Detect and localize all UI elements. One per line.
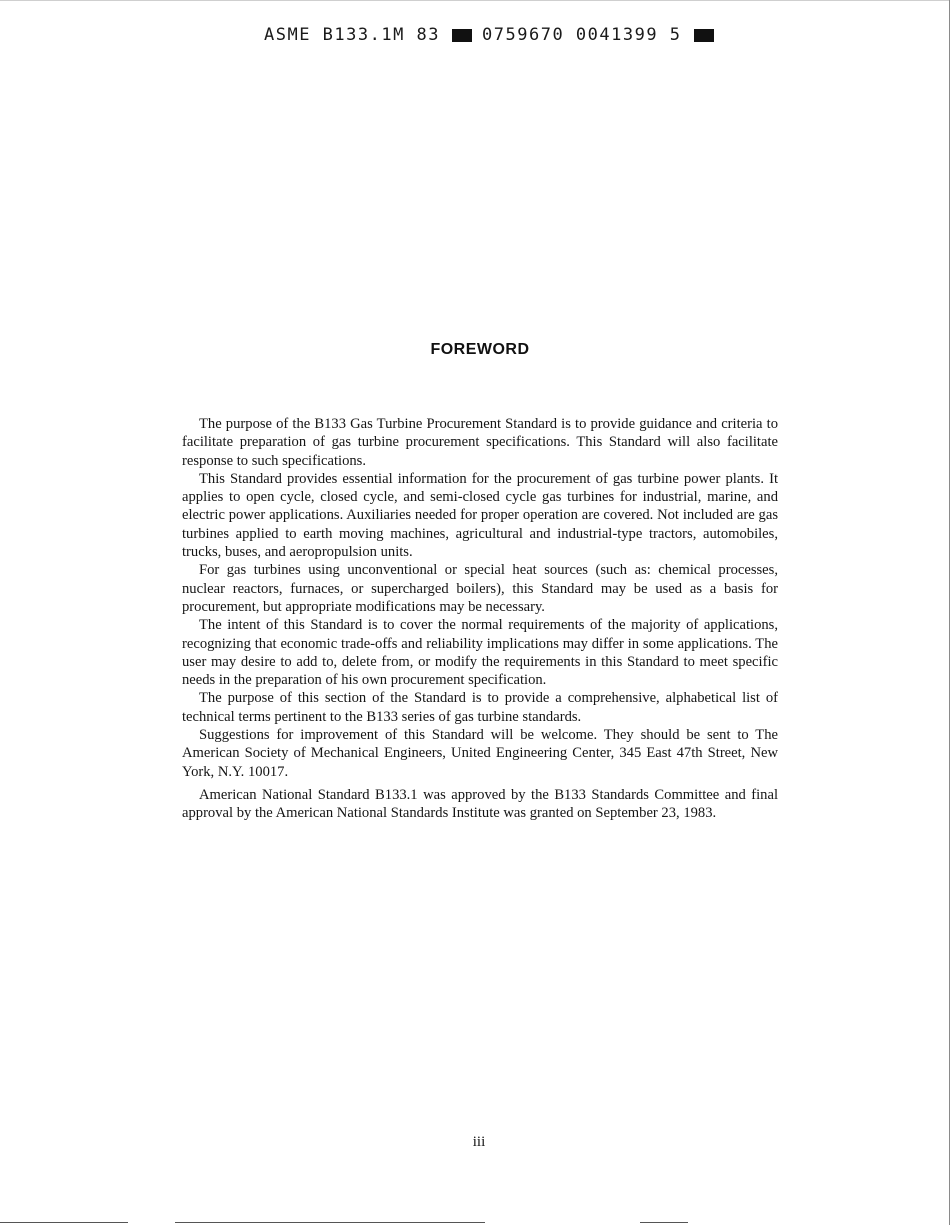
paragraph-section-purpose: The purpose of this section of the Standard is to provide a comprehensive, alphabetical list of technical terms pertinent to the B133 series of gas turbine standards. <box>182 690 778 725</box>
bottom-rule-segment <box>0 1222 128 1223</box>
bottom-rule-segment <box>640 1222 688 1223</box>
page-title: FOREWORD <box>430 341 530 358</box>
paragraph-purpose: The purpose of the B133 Gas Turbine Procurement Standard is to provide guidance and criteria to facilitate preparation of gas turbine procurement specifications. This Standard will also facilitate response to such specifications. <box>182 416 778 469</box>
paragraph-suggestions: Suggestions for improvement of this Standard will be welcome. They should be sent to The American Society of Mechanical Engineers, United Engineering Center, 345 East 47th Street, New York, N.Y. 10017. <box>182 727 778 780</box>
header-black-block <box>452 29 472 42</box>
bottom-rule-segment <box>175 1222 485 1223</box>
paragraph-approval: American National Standard B133.1 was approved by the B133 Standards Committee and final approval by the American National Standards Institute was granted on September 23, 1983. <box>182 786 778 822</box>
paragraph-scope: This Standard provides essential information for the procurement of gas turbine power plants. It applies to open cycle, closed cycle, and semi-closed cycle gas turbines for industrial, marine, and electric power applications. Auxiliaries needed for proper operation are covered. Not included are gas turbines applied to earth moving machines, agricultural and industrial-type tractors, automobiles, trucks, buses, and aeropropulsion units. <box>182 470 778 561</box>
header-black-block-end <box>694 29 714 42</box>
page-top-edge <box>0 0 950 1</box>
bottom-scan-rules <box>0 1219 950 1225</box>
paragraph-intent: The intent of this Standard is to cover the normal requirements of the majority of applications, recognizing that economic trade-offs and reliability implications may differ in some applications. The user may desire to add to, delete from, or modify the requirements in this Standard to meet specific needs in the preparation of his own procurement specification. <box>182 617 778 689</box>
header-code-designation: ASME B133.1M 83 <box>264 25 441 45</box>
document-header-code <box>264 24 714 46</box>
header-code-number: 0759670 0041399 5 <box>482 25 682 45</box>
foreword-body <box>182 415 778 823</box>
page-number: iii <box>472 1134 486 1150</box>
paragraph-special-heat-sources: For gas turbines using unconventional or special heat sources (such as: chemical processes, nuclear reactors, furnaces, or supercharged boilers), this Standard may be used as a basis for procurement, but appropriate modifications may be necessary. <box>182 562 778 615</box>
